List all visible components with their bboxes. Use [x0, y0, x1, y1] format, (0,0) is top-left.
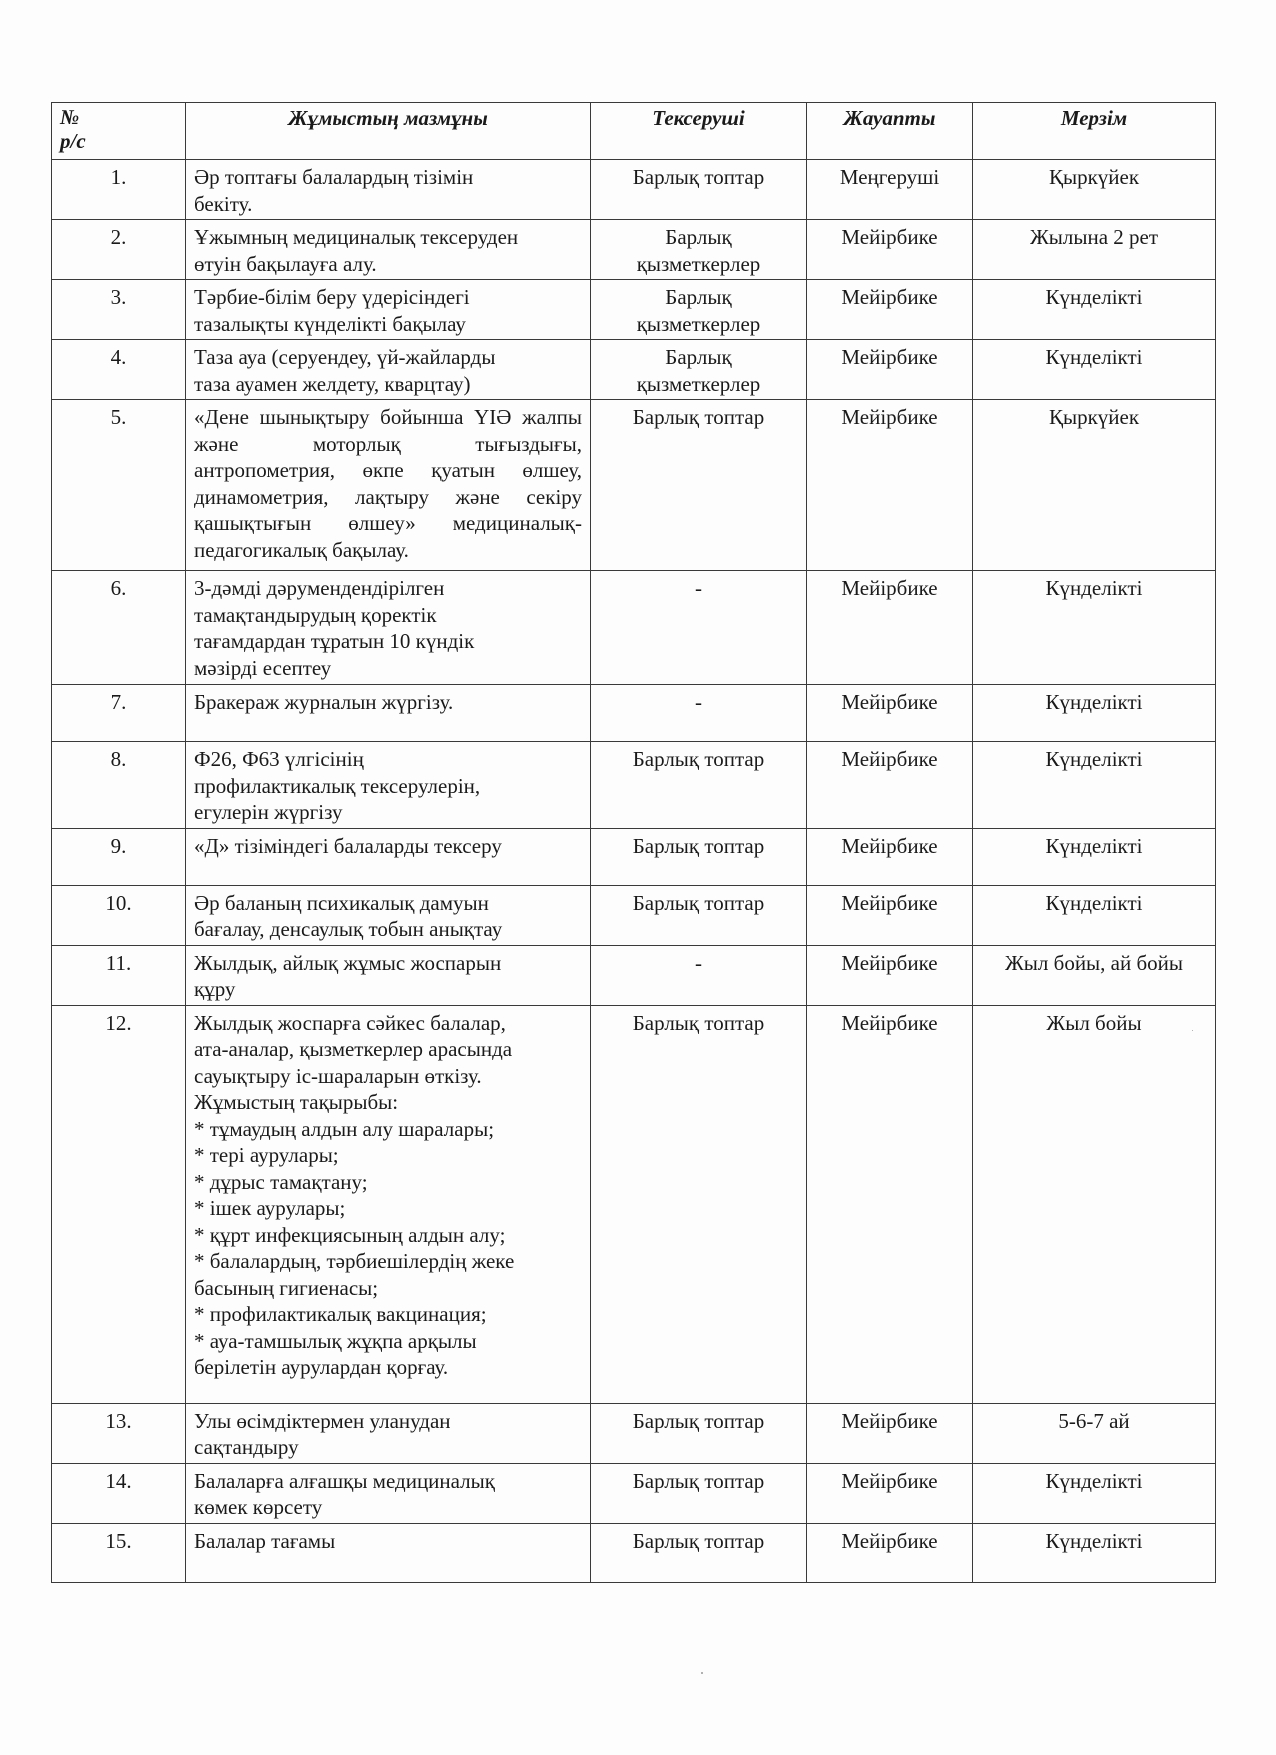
row-deadline: Жыл бойы	[973, 1005, 1216, 1403]
table-header-row	[52, 103, 1216, 160]
row-content: Балалар тағамы	[186, 1523, 591, 1582]
table-row	[52, 1403, 1216, 1463]
row-deadline: 5-6-7 ай	[973, 1403, 1216, 1463]
row-responsible: Мейірбике	[807, 1463, 973, 1523]
row-content: Таза ауа (серуендеу, үй-жайларды таза ауамен желдету, кварцтау)	[186, 340, 591, 400]
row-checker: Барлық топтар	[591, 1005, 807, 1403]
row-responsible: Мейірбике	[807, 571, 973, 685]
row-checker: Барлық қызметкерлер	[591, 280, 807, 340]
table-row	[52, 220, 1216, 280]
row-responsible: Мейірбике	[807, 280, 973, 340]
row-responsible: Мейірбике	[807, 828, 973, 885]
row-deadline: Күнделікті	[973, 828, 1216, 885]
row-responsible: Мейірбике	[807, 400, 973, 571]
header-content: Жұмыстың мазмұны	[186, 103, 591, 160]
table-row	[52, 1463, 1216, 1523]
row-num: 13.	[52, 1403, 186, 1463]
table-row	[52, 945, 1216, 1005]
row-checker: Барлық топтар	[591, 400, 807, 571]
row-content: Ұжымның медициналық тексеруден өтуін бақылауға алу.	[186, 220, 591, 280]
row-responsible: Мейірбике	[807, 1403, 973, 1463]
row-content: Бракераж журналын жүргізу.	[186, 685, 591, 742]
work-plan-table	[51, 102, 1216, 1583]
table-row	[52, 160, 1216, 220]
row-deadline: Қыркүйек	[973, 400, 1216, 571]
table-row	[52, 1523, 1216, 1582]
table-row	[52, 400, 1216, 571]
table-row	[52, 340, 1216, 400]
table-row	[52, 828, 1216, 885]
row-checker: -	[591, 571, 807, 685]
row-responsible: Мейірбике	[807, 742, 973, 829]
row-content: Жылдық, айлық жұмыс жоспарын құру	[186, 945, 591, 1005]
table-row	[52, 685, 1216, 742]
row-num: 6.	[52, 571, 186, 685]
row-num: 3.	[52, 280, 186, 340]
table-row	[52, 571, 1216, 685]
row-num: 2.	[52, 220, 186, 280]
row-num: 8.	[52, 742, 186, 829]
row-content: «Дене шынықтыру бойынша ҮІӘ жалпы және моторлық тығыздығы, антропометрия, өкпе қуатын өлшеу, динамометрия, лақтыру және секіру қашықтығын өлшеу» медициналық-педагогикалық бақылау.	[186, 400, 591, 571]
row-checker: Барлық қызметкерлер	[591, 220, 807, 280]
scan-speck	[701, 1672, 703, 1674]
row-checker: -	[591, 685, 807, 742]
row-content: «Д» тізіміндегі балаларды тексеру	[186, 828, 591, 885]
row-responsible: Мейірбике	[807, 685, 973, 742]
row-deadline: Күнделікті	[973, 340, 1216, 400]
row-responsible: Мейірбике	[807, 1523, 973, 1582]
row-num: 1.	[52, 160, 186, 220]
row-content: Тәрбие-білім беру үдерісіндегі тазалықты күнделікті бақылау	[186, 280, 591, 340]
table-row	[52, 742, 1216, 829]
row-content: Балаларға алғашқы медициналық көмек көрсету	[186, 1463, 591, 1523]
row-num: 14.	[52, 1463, 186, 1523]
row-deadline: Күнделікті	[973, 280, 1216, 340]
row-checker: Барлық қызметкерлер	[591, 340, 807, 400]
row-num: 4.	[52, 340, 186, 400]
header-num: № р/с	[52, 103, 186, 160]
row-num: 5.	[52, 400, 186, 571]
row-deadline: Күнделікті	[973, 571, 1216, 685]
row-content: Әр баланың психикалық дамуын бағалау, денсаулық тобын анықтау	[186, 885, 591, 945]
row-checker: Барлық топтар	[591, 1523, 807, 1582]
row-responsible: Мейірбике	[807, 220, 973, 280]
row-num: 15.	[52, 1523, 186, 1582]
row-deadline: Күнделікті	[973, 1523, 1216, 1582]
row-deadline: Жылына 2 рет	[973, 220, 1216, 280]
row-responsible: Мейірбике	[807, 1005, 973, 1403]
row-num: 9.	[52, 828, 186, 885]
row-deadline: Күнделікті	[973, 1463, 1216, 1523]
row-checker: Барлық топтар	[591, 1463, 807, 1523]
header-responsible: Жауапты	[807, 103, 973, 160]
scan-speck	[1192, 1030, 1193, 1031]
row-responsible: Мейірбике	[807, 340, 973, 400]
row-responsible: Мейірбике	[807, 945, 973, 1005]
table-row	[52, 1005, 1216, 1403]
row-checker: Барлық топтар	[591, 742, 807, 829]
header-checker: Тексеруші	[591, 103, 807, 160]
row-content: Әр топтағы балалардың тізімін бекіту.	[186, 160, 591, 220]
row-checker: Барлық топтар	[591, 828, 807, 885]
row-content: Улы өсімдіктермен уланудан сақтандыру	[186, 1403, 591, 1463]
table-row	[52, 885, 1216, 945]
row-deadline: Қыркүйек	[973, 160, 1216, 220]
row-num: 7.	[52, 685, 186, 742]
row-content: Ф26, Ф63 үлгісінің профилактикалық тексерулерін, егулерін жүргізу	[186, 742, 591, 829]
row-num: 11.	[52, 945, 186, 1005]
row-responsible: Мейірбике	[807, 885, 973, 945]
row-checker: -	[591, 945, 807, 1005]
row-deadline: Күнделікті	[973, 685, 1216, 742]
header-deadline: Мерзім	[973, 103, 1216, 160]
row-checker: Барлық топтар	[591, 885, 807, 945]
row-content: 3-дәмді дәрумендендірілген тамақтандырудың қоректік тағамдардан тұратын 10 күндік мәзірді есептеу	[186, 571, 591, 685]
row-deadline: Күнделікті	[973, 742, 1216, 829]
row-content: Жылдық жоспарға сәйкес балалар, ата-аналар, қызметкерлер арасында сауықтыру іс-шараларын өткізу. Жұмыстың тақырыбы: * тұмаудың алдын алу шаралары; * тері аурулары; * дұрыс тамақтану; * ішек аурулары; * құрт инфекциясының алдын алу; * балалардың, тәрбиешілердің жеке басының гигиенасы; * профилактикалық вакцинация; * ауа-тамшылық жұқпа арқылы берілетін аурулардан қорғау.	[186, 1005, 591, 1403]
row-deadline: Жыл бойы, ай бойы	[973, 945, 1216, 1005]
row-num: 10.	[52, 885, 186, 945]
row-num: 12.	[52, 1005, 186, 1403]
row-deadline: Күнделікті	[973, 885, 1216, 945]
table-row	[52, 280, 1216, 340]
row-responsible: Меңгеруші	[807, 160, 973, 220]
row-checker: Барлық топтар	[591, 1403, 807, 1463]
row-checker: Барлық топтар	[591, 160, 807, 220]
